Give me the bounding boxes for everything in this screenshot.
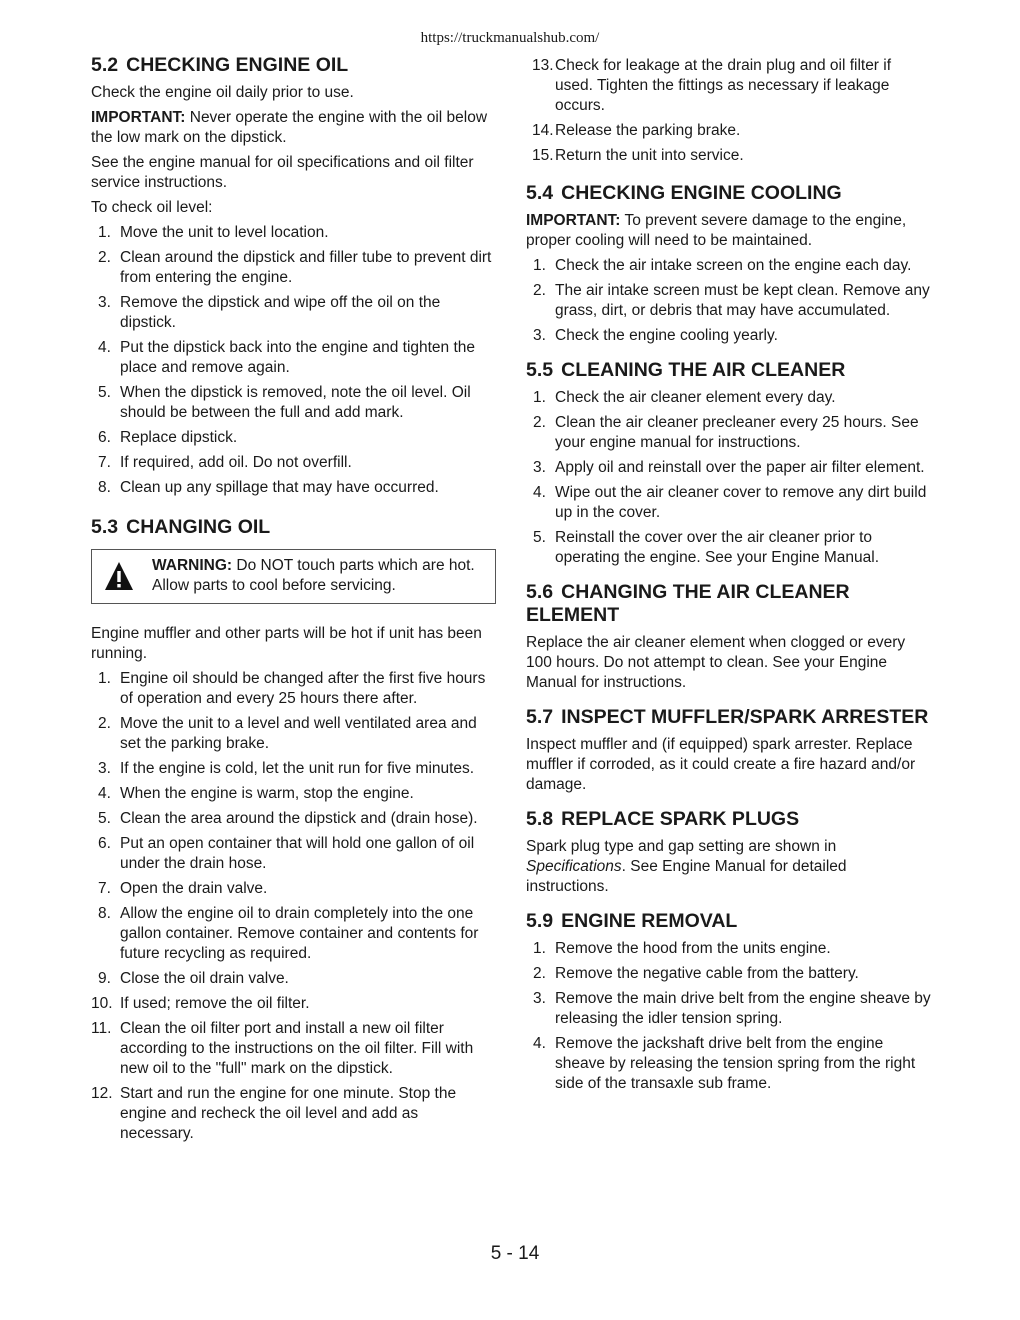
item-number: 13. (532, 57, 554, 74)
list-item (526, 326, 931, 346)
warning-message (152, 556, 487, 596)
section-number: 5.7 (526, 706, 554, 728)
item-number: 5. (533, 529, 546, 546)
warning-text: Do NOT touch parts which are hot. Allow parts to cool before servicing. (152, 557, 475, 594)
section-5-7 (526, 706, 931, 795)
list-item (91, 478, 496, 498)
item-number: 2. (98, 715, 111, 732)
section-heading (91, 54, 496, 77)
section-title: ENGINE REMOVAL (561, 910, 738, 932)
page-number: 5 - 14 (490, 1243, 540, 1264)
section-heading (526, 910, 931, 933)
item-number: 1. (98, 224, 111, 241)
warning-label: WARNING: (152, 557, 233, 574)
list-item (91, 784, 496, 804)
item-text: Release the parking brake. (555, 122, 741, 139)
item-text: Check for leakage at the drain plug and oil filter if used. Tighten the fittings as necessary if leakage occurs. (555, 57, 892, 114)
warning-box (91, 549, 496, 604)
steps-list (526, 56, 931, 166)
item-number: 5. (98, 810, 111, 827)
list-item (91, 834, 496, 874)
section-title: CHECKING ENGINE OIL (126, 54, 349, 76)
paragraph: Inspect muffler and (if equipped) spark arrester. Replace muffler if corroded, as it could create a fire hazard and/or damage. (526, 736, 916, 793)
item-text: Move the unit to level location. (120, 224, 329, 241)
section-title: CHANGING OIL (126, 516, 271, 538)
list-item (91, 1084, 496, 1144)
section-5-5 (526, 359, 931, 568)
item-number: 1. (533, 389, 546, 406)
item-text: Clean the oil filter port and install a new oil filter according to the instructions on the oil filter. Fill with new oil to the "full" mark on the dipstick. (120, 1020, 474, 1077)
section-heading (526, 808, 931, 831)
item-number: 15. (532, 147, 554, 164)
list-item (526, 939, 931, 959)
steps-list (526, 256, 931, 346)
item-number: 8. (98, 479, 111, 496)
warning-icon (104, 561, 134, 591)
list-item (91, 969, 496, 989)
item-text: The air intake screen must be kept clean. Remove any grass, dirt, or debris that may have accumulated. (555, 282, 930, 319)
list-item (91, 428, 496, 448)
item-number: 8. (98, 905, 111, 922)
item-text: Remove the hood from the units engine. (555, 940, 831, 957)
item-number: 4. (98, 785, 111, 802)
paragraph: See the engine manual for oil specifications and oil filter service instructions. (91, 154, 474, 191)
list-item (526, 281, 931, 321)
important-label: IMPORTANT: (526, 212, 621, 229)
item-number: 9. (98, 970, 111, 987)
item-text: If used; remove the oil filter. (120, 995, 310, 1012)
item-text: When the dipstick is removed, note the oil level. Oil should be between the full and add mark. (120, 384, 471, 421)
section-5-6 (526, 581, 931, 693)
list-item (526, 413, 931, 453)
section-5-4 (526, 182, 931, 346)
section-5-9 (526, 910, 931, 1094)
important-note (91, 108, 496, 148)
list-item (526, 388, 931, 408)
section-heading (526, 182, 931, 205)
list-item (526, 458, 931, 478)
list-item (526, 256, 931, 276)
item-text: Allow the engine oil to drain completely into the one gallon container. Remove container and contents for future recycling as required. (120, 905, 479, 962)
section-title: CHECKING ENGINE COOLING (561, 182, 842, 204)
list-item (91, 453, 496, 473)
section-title: INSPECT MUFFLER/SPARK ARRESTER (561, 706, 929, 728)
steps-list (526, 939, 931, 1094)
list-item (91, 809, 496, 829)
item-number: 1. (533, 940, 546, 957)
list-item (91, 338, 496, 378)
section-heading (91, 516, 496, 539)
section-number: 5.5 (526, 359, 554, 381)
item-text: Open the drain valve. (120, 880, 268, 897)
item-text: Reinstall the cover over the air cleaner prior to operating the engine. See your Engine Manual. (555, 529, 880, 566)
item-number: 11. (91, 1020, 112, 1037)
section-5-2 (91, 54, 496, 498)
item-number: 3. (533, 459, 546, 476)
section-number: 5.6 (526, 581, 554, 603)
list-item (91, 1019, 496, 1079)
item-text: Move the unit to a level and well ventilated area and set the parking brake. (120, 715, 477, 752)
item-text: Clean around the dipstick and filler tube to prevent dirt from entering the engine. (120, 249, 492, 286)
text-run: . See Engine Manual for detailed instructions. (526, 858, 847, 895)
item-text: Clean up any spillage that may have occurred. (120, 479, 439, 496)
item-text: Remove the dipstick and wipe off the oil on the dipstick. (120, 294, 441, 331)
item-text: When the engine is warm, stop the engine. (120, 785, 414, 802)
important-note (526, 211, 931, 251)
section-number: 5.2 (91, 54, 119, 76)
item-number: 1. (98, 670, 111, 687)
item-number: 7. (98, 880, 111, 897)
item-text: Engine oil should be changed after the first five hours of operation and every 25 hours there after. (120, 670, 486, 707)
list-item (526, 528, 931, 568)
item-number: 2. (98, 249, 111, 266)
list-item (91, 759, 496, 779)
item-text: Wipe out the air cleaner cover to remove any dirt build up in the cover. (555, 484, 927, 521)
paragraph: Engine muffler and other parts will be hot if unit has been running. (91, 625, 482, 662)
section-number: 5.8 (526, 808, 554, 830)
section-title: CHANGING THE AIR CLEANER ELEMENT (526, 581, 850, 626)
section-heading (526, 359, 931, 382)
list-item (526, 146, 931, 166)
item-number: 12. (91, 1085, 113, 1102)
right-column (526, 56, 931, 1107)
item-number: 2. (533, 414, 546, 431)
steps-list (91, 223, 496, 498)
item-number: 3. (98, 760, 111, 777)
item-text: Apply oil and reinstall over the paper air filter element. (555, 459, 925, 476)
item-text: Check the air intake screen on the engine each day. (555, 257, 912, 274)
item-number: 6. (98, 429, 111, 446)
item-text: Clean the area around the dipstick and (drain hose). (120, 810, 478, 827)
steps-list (91, 669, 496, 1144)
item-text: Check the air cleaner element every day. (555, 389, 836, 406)
section-heading (526, 581, 931, 627)
paragraph: To check oil level: (91, 199, 213, 216)
item-text: Remove the negative cable from the battery. (555, 965, 859, 982)
item-text: Return the unit into service. (555, 147, 744, 164)
section-5-3-continued (526, 56, 931, 166)
item-text: If required, add oil. Do not overfill. (120, 454, 352, 471)
section-title: CLEANING THE AIR CLEANER (561, 359, 846, 381)
list-item (526, 964, 931, 984)
list-item (526, 1034, 931, 1094)
list-item (91, 904, 496, 964)
steps-list (526, 388, 931, 568)
paragraph: Replace the air cleaner element when clogged or every 100 hours. Do not attempt to clean. See your Engine Manual for instructions. (526, 634, 906, 691)
item-number: 3. (533, 990, 546, 1007)
list-item (526, 989, 931, 1029)
item-number: 6. (98, 835, 111, 852)
item-text: Put the dipstick back into the engine and tighten the place and remove again. (120, 339, 476, 376)
specifications-reference: Specifications (526, 858, 622, 875)
item-text: Put an open container that will hold one gallon of oil under the drain hose. (120, 835, 475, 872)
item-number: 2. (533, 282, 546, 299)
item-number: 5. (98, 384, 111, 401)
item-number: 4. (98, 339, 111, 356)
list-item (526, 121, 931, 141)
header-url[interactable]: https://truckmanualshub.com/ (420, 30, 600, 46)
item-text: Clean the air cleaner precleaner every 25 hours. See your engine manual for instructions. (555, 414, 919, 451)
list-item (91, 714, 496, 754)
item-number: 2. (533, 965, 546, 982)
paragraph (526, 837, 931, 897)
paragraph: Check the engine oil daily prior to use. (91, 84, 354, 101)
item-number: 3. (98, 294, 111, 311)
important-text: Never operate the engine with the oil below the low mark on the dipstick. (91, 109, 488, 146)
item-number: 3. (533, 327, 546, 344)
list-item (91, 669, 496, 709)
section-5-8 (526, 808, 931, 897)
item-text: Check the engine cooling yearly. (555, 327, 778, 344)
section-number: 5.9 (526, 910, 554, 932)
item-number: 14. (532, 122, 554, 139)
item-text: Remove the jackshaft drive belt from the engine sheave by releasing the tension spring from the right side of the transaxle sub frame. (555, 1035, 916, 1092)
list-item (91, 223, 496, 243)
section-number: 5.3 (91, 516, 119, 538)
section-5-3 (91, 516, 496, 1144)
section-title: REPLACE SPARK PLUGS (561, 808, 800, 830)
list-item (91, 994, 496, 1014)
item-text: Remove the main drive belt from the engine sheave by releasing the idler tension spring. (555, 990, 931, 1027)
item-text: Start and run the engine for one minute. Stop the engine and recheck the oil level and add as necessary. (120, 1085, 457, 1142)
item-text: If the engine is cold, let the unit run for five minutes. (120, 760, 475, 777)
list-item (91, 383, 496, 423)
text-run: Spark plug type and gap setting are shown in (526, 838, 837, 855)
item-number: 4. (533, 1035, 546, 1052)
section-heading (526, 706, 931, 729)
item-number: 7. (98, 454, 111, 471)
item-number: 4. (533, 484, 546, 501)
item-number: 1. (533, 257, 546, 274)
important-text: To prevent severe damage to the engine, proper cooling will need to be maintained. (526, 212, 907, 249)
item-text: Replace dipstick. (120, 429, 238, 446)
list-item (526, 56, 931, 116)
item-number: 10. (91, 995, 113, 1012)
section-number: 5.4 (526, 182, 554, 204)
list-item (91, 293, 496, 333)
list-item (526, 483, 931, 523)
important-label: IMPORTANT: (91, 109, 186, 126)
list-item (91, 879, 496, 899)
left-column (91, 54, 496, 1157)
item-text: Close the oil drain valve. (120, 970, 289, 987)
list-item (91, 248, 496, 288)
